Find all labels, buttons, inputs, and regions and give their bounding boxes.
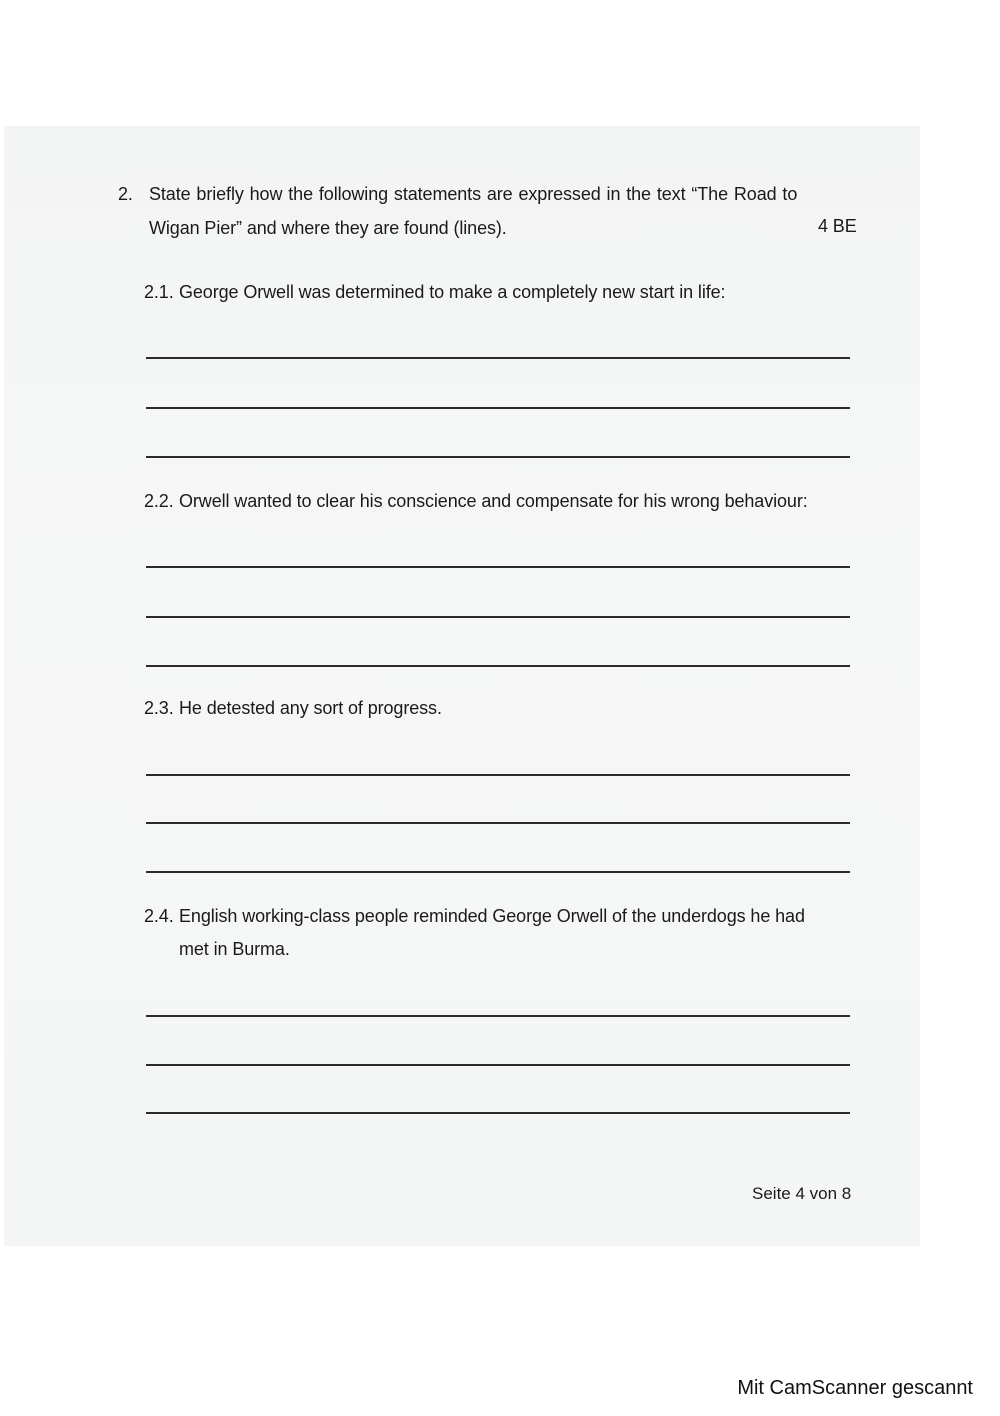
answer-line[interactable] [146, 566, 850, 568]
answer-line[interactable] [146, 616, 850, 618]
item-number-2-1: 2.1. [144, 282, 174, 302]
item-text-2-4-line-2: met in Burma. [179, 939, 290, 959]
answer-line[interactable] [146, 1064, 850, 1066]
page-number: Seite 4 von 8 [752, 1184, 852, 1203]
scanner-watermark: Mit CamScanner gescannt [737, 1377, 973, 1399]
answer-line[interactable] [146, 774, 850, 776]
item-text-2-4: English working-class people reminded George Orwell of the underdogs he had [179, 906, 805, 926]
points-label: 4 BE [818, 216, 857, 236]
answer-line[interactable] [146, 665, 850, 667]
answer-line[interactable] [146, 1015, 850, 1017]
answer-line[interactable] [146, 1112, 850, 1114]
question-text-line-1: State briefly how the following statements are expressed in the text “The Road to [149, 184, 798, 204]
item-number-2-4: 2.4. [144, 906, 174, 926]
item-number-2-2: 2.2. [144, 491, 174, 511]
item-text-2-2: Orwell wanted to clear his conscience and compensate for his wrong behaviour: [179, 491, 808, 511]
item-text-2-3: He detested any sort of progress. [179, 698, 442, 718]
answer-line[interactable] [146, 456, 850, 458]
question-text-line-2: Wigan Pier” and where they are found (lines). [149, 218, 507, 238]
question-number: 2. [118, 184, 133, 204]
answer-line[interactable] [146, 871, 850, 873]
item-number-2-3: 2.3. [144, 698, 174, 718]
answer-line[interactable] [146, 407, 850, 409]
item-text-2-1: George Orwell was determined to make a completely new start in life: [179, 282, 726, 302]
answer-line[interactable] [146, 357, 850, 359]
answer-line[interactable] [146, 822, 850, 824]
